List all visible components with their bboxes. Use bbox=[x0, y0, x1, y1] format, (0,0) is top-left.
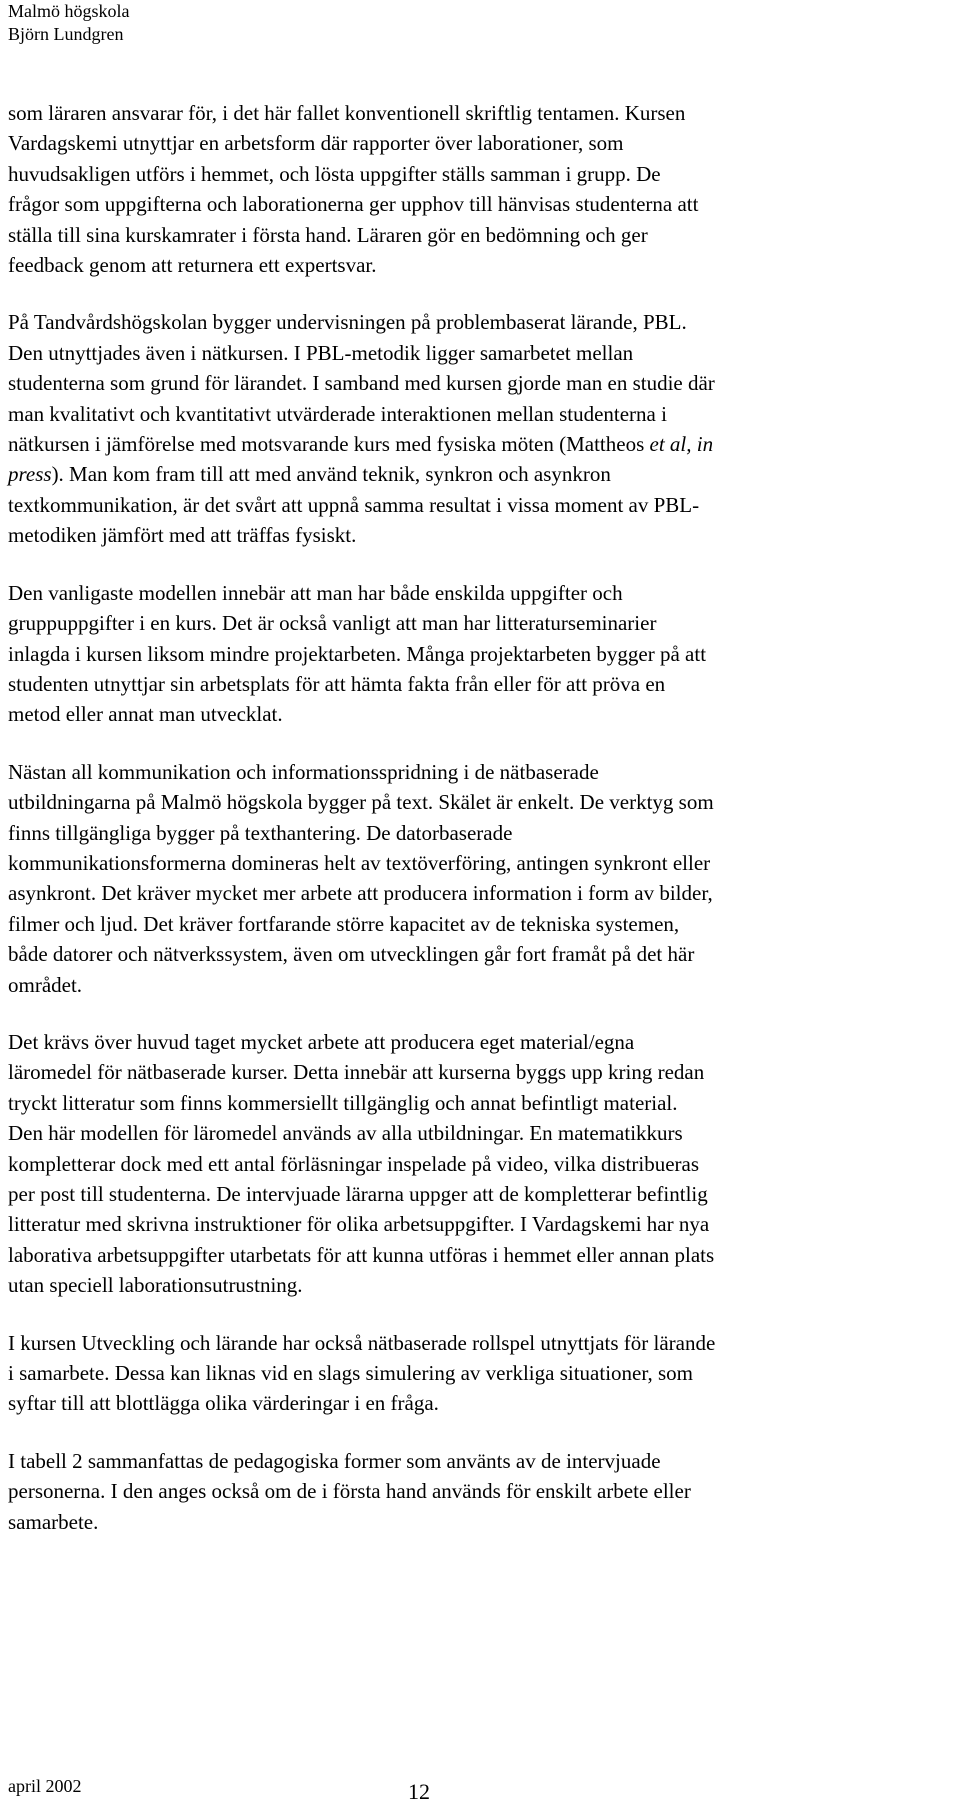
text-line: personerna. I den anges också om de i första hand används för enskilt arbete eller bbox=[8, 1479, 691, 1504]
footer-date: april 2002 bbox=[8, 1776, 82, 1796]
text-line: gruppuppgifter i en kurs. Det är också vanligt att man har litteraturseminarier bbox=[8, 611, 657, 636]
text-line-citation-end bbox=[8, 459, 834, 489]
text-line: i samarbete. Dessa kan liknas vid en slags simulering av verkliga situationer, som bbox=[8, 1361, 694, 1386]
text-line: utan speciell laborationsutrustning. bbox=[8, 1273, 303, 1298]
text-line: På Tandvårdshögskolan bygger undervisningen på problembaserat lärande, PBL. bbox=[8, 310, 687, 335]
header-institution: Malmö högskola bbox=[8, 1, 130, 21]
text-line: huvudsakligen utförs i hemmet, och lösta uppgifter ställs samman i grupp. De bbox=[8, 161, 661, 186]
text-line: området. bbox=[8, 972, 83, 997]
text-line: både datorer och nätverkssystem, även om utvecklingen går fort framåt på det här bbox=[8, 942, 695, 967]
text-line: feedback genom att returnera ett expertsvar. bbox=[8, 253, 377, 278]
text-line: tryckt litteratur som finns kommersiellt tillgänglig och annat befintligt material. bbox=[8, 1090, 678, 1115]
paragraph-table-summary bbox=[8, 1446, 834, 1537]
citation-lead-text: nätkursen i jämförelse med motsvarande kurs med fysiska möten (Mattheos bbox=[8, 432, 650, 457]
text-line: utbildningarna på Malmö högskola bygger på text. Skälet är enkelt. De verktyg som bbox=[8, 790, 714, 815]
page-header bbox=[8, 0, 130, 46]
text-line: Nästan all kommunikation och informationsspridning i de nätbaserade bbox=[8, 759, 599, 784]
text-line: litteratur med skrivna instruktioner för olika arbetsuppgifter. I Vardagskemi har nya bbox=[8, 1212, 710, 1237]
text-line: textkommunikation, är det svårt att uppnå samma resultat i vissa moment av PBL- bbox=[8, 492, 700, 517]
text-line: finns tillgängliga bygger på texthantering. De datorbaserade bbox=[8, 820, 513, 845]
text-line: Den här modellen för läromedel används av alla utbildningar. En matematikkurs bbox=[8, 1121, 683, 1146]
text-line: samarbete. bbox=[8, 1509, 99, 1534]
paragraph-pbl bbox=[8, 307, 834, 550]
text-line: I tabell 2 sammanfattas de pedagogiska former som använts av de intervjuade bbox=[8, 1448, 661, 1473]
document-body bbox=[8, 98, 834, 1564]
paragraph-roleplay bbox=[8, 1328, 834, 1419]
text-line: syftar till att blottlägga olika värderingar i en fråga. bbox=[8, 1391, 439, 1416]
text-line: Vardagskemi utnyttjar en arbetsform där rapporter över laborationer, som bbox=[8, 131, 624, 156]
header-author: Björn Lundgren bbox=[8, 24, 124, 44]
text-line-citation bbox=[8, 429, 834, 459]
paragraph-materials bbox=[8, 1027, 834, 1301]
text-line: som läraren ansvarar för, i det här fallet konventionell skriftlig tentamen. Kursen bbox=[8, 101, 686, 125]
text-line: studenterna som grund för lärandet. I samband med kursen gjorde man en studie där bbox=[8, 371, 715, 396]
text-line: kommunikationsformerna domineras helt av textöverföring, antingen synkront eller bbox=[8, 850, 711, 875]
citation-italic: et al, in bbox=[649, 432, 714, 457]
text-line: metodiken jämfört med att träffas fysiskt. bbox=[8, 523, 357, 548]
citation-trailing-text: ). Man kom fram till att med använd teknik, synkron och asynkron bbox=[51, 462, 611, 487]
text-line: laborativa arbetsuppgifter utarbetats för att kunna utföras i hemmet eller annan plats bbox=[8, 1242, 715, 1267]
text-line: man kvalitativt och kvantitativt utvärderade interaktionen mellan studenterna i bbox=[8, 401, 667, 426]
text-line: Den vanligaste modellen innebär att man har både enskilda uppgifter och bbox=[8, 580, 623, 605]
text-line: Det krävs över huvud taget mycket arbete att producera eget material/egna bbox=[8, 1029, 635, 1054]
text-line: metod eller annat man utvecklat. bbox=[8, 702, 283, 727]
text-line: Den utnyttjades även i nätkursen. I PBL-metodik ligger samarbetet mellan bbox=[8, 340, 634, 365]
text-line: asynkront. Det kräver mycket mer arbete att producera information i form av bilder, bbox=[8, 881, 713, 906]
text-line: filmer och ljud. Det kräver fortfarande större kapacitet av de tekniska systemen, bbox=[8, 911, 680, 936]
text-line: studenten utnyttjar sin arbetsplats för att hämta fakta från eller för att pröva en bbox=[8, 671, 666, 696]
text-line: inlagda i kursen liksom mindre projektarbeten. Många projektarbeten bygger på att bbox=[8, 641, 707, 666]
page-number: 12 bbox=[408, 1779, 430, 1804]
text-line: kompletterar dock med ett antal förläsningar inspelade på video, vilka distribueras bbox=[8, 1151, 700, 1176]
text-line: frågor som uppgifterna och laborationerna ger upphov till hänvisas studenterna att bbox=[8, 192, 699, 217]
text-line: ställa till sina kurskamrater i första hand. Läraren gör en bedömning och ger bbox=[8, 222, 648, 247]
paragraph-communication bbox=[8, 757, 834, 1000]
text-line: per post till studenterna. De intervjuade lärarna uppger att de kompletterar befintlig bbox=[8, 1182, 708, 1206]
citation-italic-press: press bbox=[8, 462, 52, 487]
text-line: läromedel för nätbaserade kurser. Detta innebär att kurserna byggs upp kring redan bbox=[8, 1060, 705, 1085]
paragraph-assessment bbox=[8, 98, 834, 280]
paragraph-model bbox=[8, 578, 834, 730]
text-line: I kursen Utveckling och lärande har också nätbaserade rollspel utnyttjats för lärande bbox=[8, 1330, 716, 1355]
